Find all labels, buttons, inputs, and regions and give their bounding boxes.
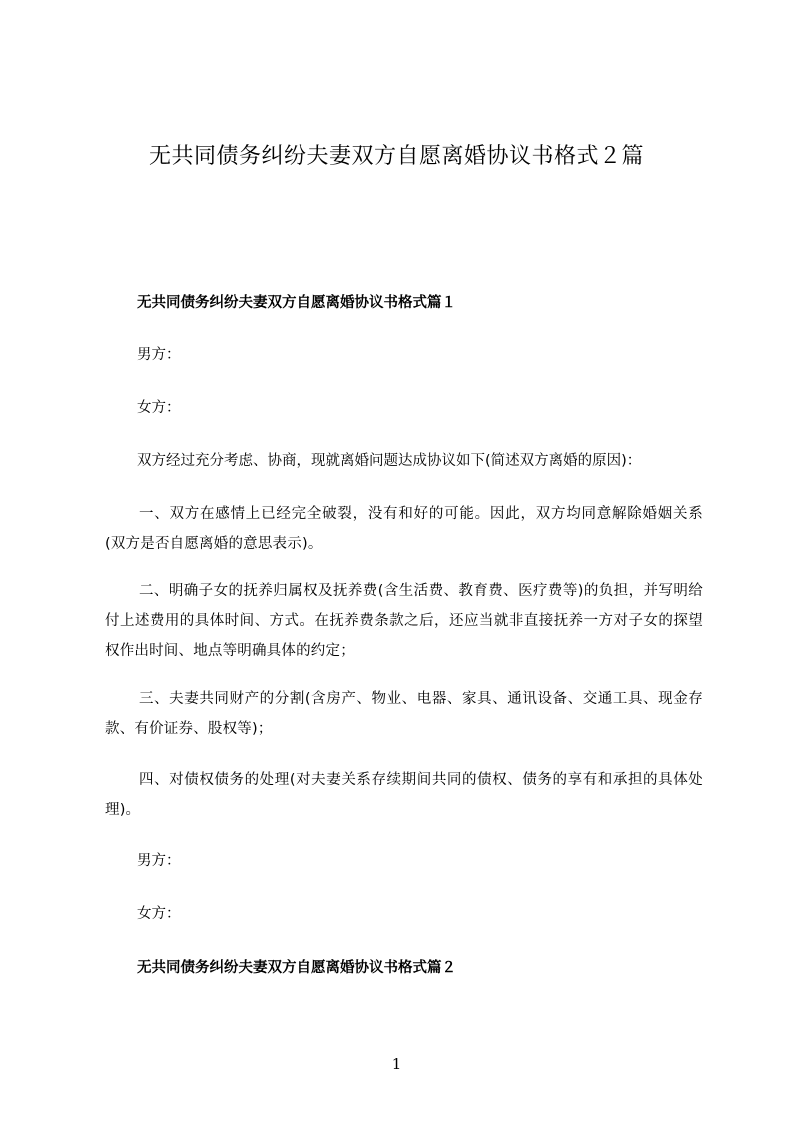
wife-label: 女方： (137, 400, 181, 416)
intro-paragraph: 双方经过充分考虑、协商，现就离婚问题达成协议如下(简述双方离婚的原因)： (137, 453, 642, 469)
clause-2-paragraph: 二、明确子女的抚养归属权及抚养费(含生活费、教育费、医疗费等)的负担，并写明给付上述费用的具体时间、方式。在抚养费条款之后，还应当就非直接抚养一方对子女的探望权作出时间、地点等明确具体的约定； (105, 583, 703, 659)
clause-1-paragraph: 一、双方在感情上已经完全破裂，没有和好的可能。因此，双方均同意解除婚姻关系(双方是否自愿离婚的意思表示)。 (105, 506, 703, 552)
husband-label: 男方： (137, 347, 181, 363)
husband-signature-label: 男方： (137, 853, 181, 869)
document-title: 无共同债务纠纷夫妻双方自愿离婚协议书格式２篇 (148, 144, 644, 169)
clause-3-paragraph: 三、夫妻共同财产的分割(含房产、物业、电器、家具、通讯设备、交通工具、现金存款、有价证券、股权等)； (105, 691, 703, 737)
section-2-heading: 无共同债务纠纷夫妻双方自愿离婚协议书格式篇２ (137, 960, 456, 976)
clause-4-paragraph: 四、对债权债务的处理(对夫妻关系存续期间共同的债权、债务的享有和承担的具体处理)。 (105, 772, 703, 818)
wife-signature-label: 女方： (137, 906, 181, 922)
section-1-heading: 无共同债务纠纷夫妻双方自愿离婚协议书格式篇１ (137, 295, 456, 311)
page-number: 1 (391, 1055, 402, 1073)
